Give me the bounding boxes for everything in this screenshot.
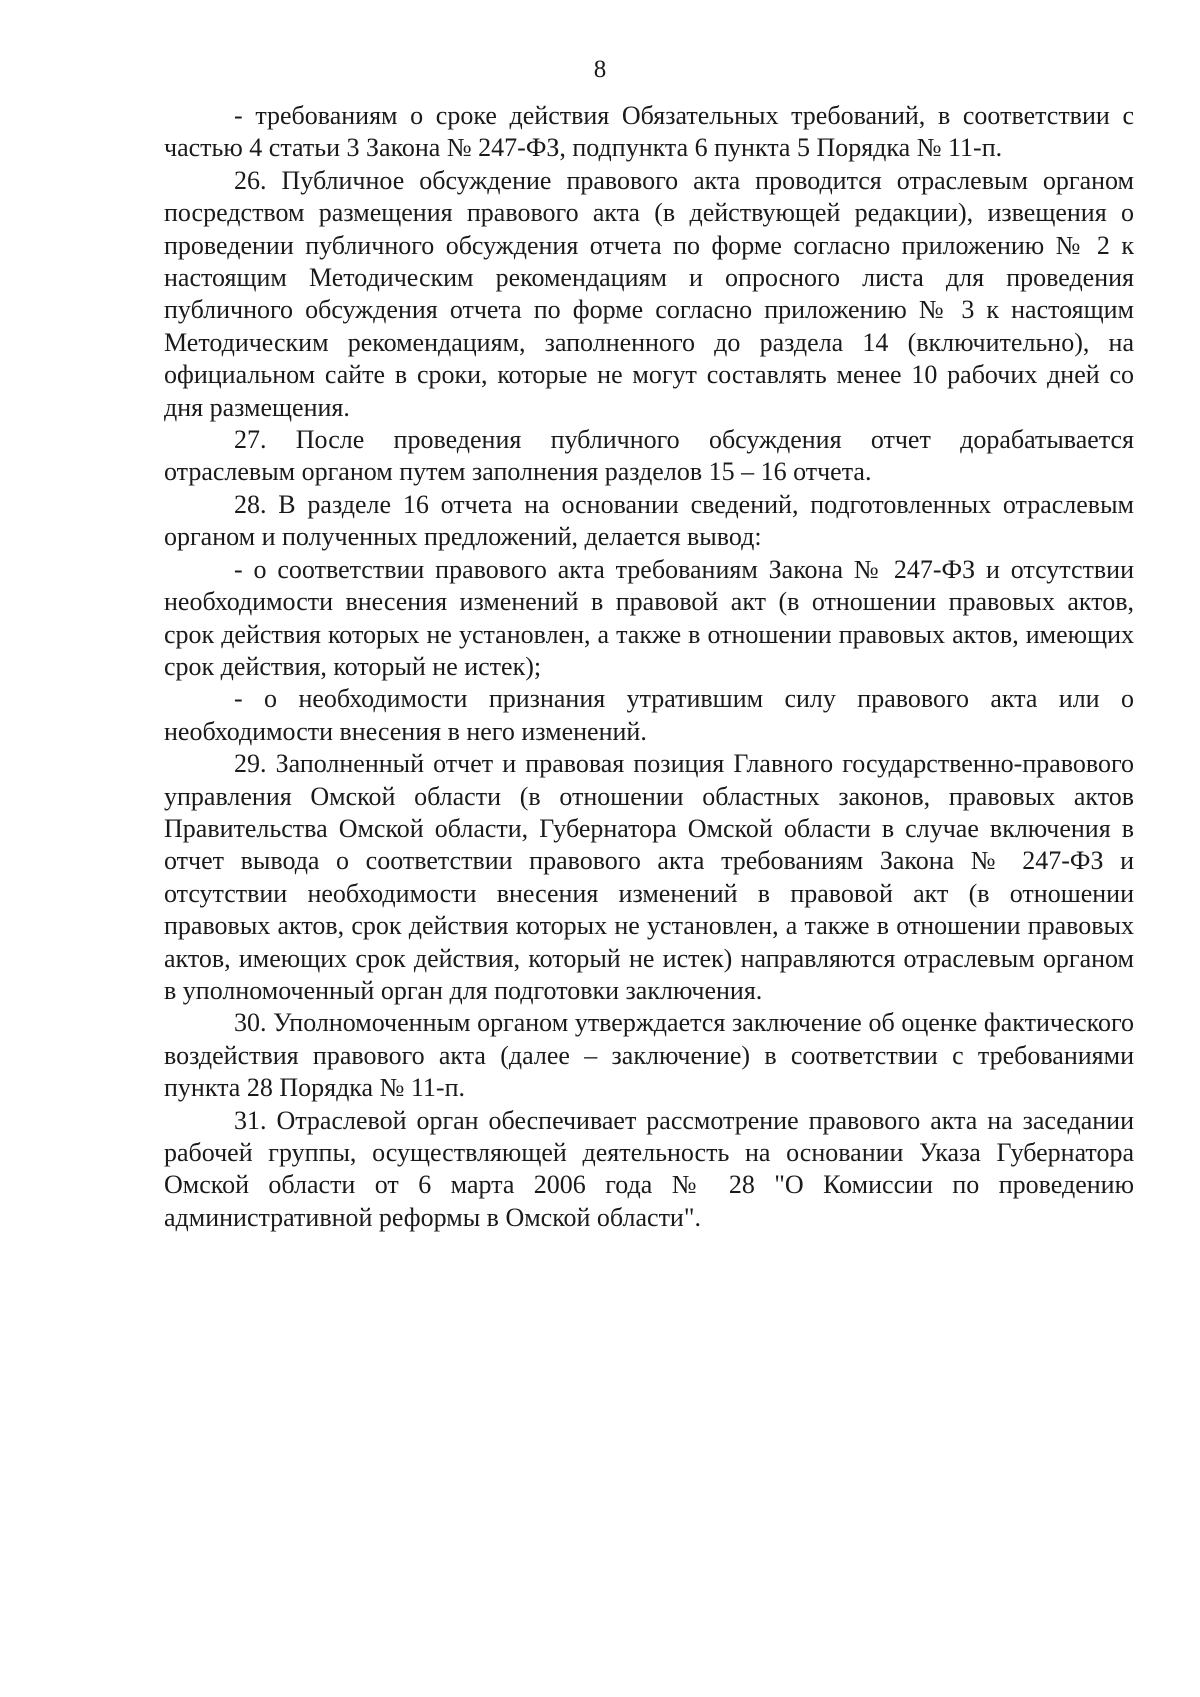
paragraph-31: 31. Отраслевой орган обеспечивает рассмотрение правового акта на заседании рабочей группы, осуществляющей деятельность на основании Указа Губернатора Омской области от 6 марта 2006 года № 28 "О Комиссии по проведению административной реформы в Омской области". <box>164 1105 1134 1232</box>
paragraph-30: 30. Уполномоченным органом утверждается заключение об оценке фактического воздействия правового акта (далее – заключение) в соответствии с требованиями пункта 28 Порядка № 11-п. <box>164 1008 1134 1103</box>
paragraph-28-conclusion-compliance: - о соответствии правового акта требованиям Закона № 247-ФЗ и отсутствии необходимости внесения изменений в правовой акт (в отношении правовых актов, срок действия которых не установлен, а также в отношении правовых актов, имеющих срок действия, который не истек); <box>164 554 1134 681</box>
paragraph-26: 26. Публичное обсуждение правового акта проводится отраслевым органом посредством размещения правового акта (в действующей редакции), извещения о проведении публичного обсуждения отчета по форме согласно приложению № 2 к настоящим Методическим рекомендациям и опросного листа для проведения публичного обсуждения отчета по форме согласно приложению № 3 к настоящим Методическим рекомендациям, заполненного до раздела 14 (включительно), на официальном сайте в сроки, которые не могут составлять менее 10 рабочих дней со дня размещения. <box>164 165 1134 422</box>
paragraph-28-conclusion-repeal: - о необходимости признания утратившим силу правового акта или о необходимости внесения в него изменений. <box>164 684 1134 746</box>
paragraph-requirements-term: - требованиям о сроке действия Обязательных требований, в соответствии с частью 4 статьи 3 Закона № 247-ФЗ, подпункта 6 пункта 5 Порядка № 11-п. <box>164 101 1134 163</box>
paragraph-27: 27. После проведения публичного обсуждения отчет дорабатывается отраслевым органом путем заполнения разделов 15 – 16 отчета. <box>164 425 1134 487</box>
page-number: 8 <box>593 56 607 83</box>
paragraph-29: 29. Заполненный отчет и правовая позиция Главного государственно-правового управления Омской области (в отношении областных законов, правовых актов Правительства Омской области, Губернатора Омской области в случае включения в отчет вывода о соответствии правового акта требованиям Закона № 247-ФЗ и отсутствии необходимости внесения изменений в правовой акт (в отношении правовых актов, срок действия которых не установлен, а также в отношении правовых актов, имеющих срок действия, который не истек) направляются отраслевым органом в уполномоченный орган для подготовки заключения. <box>164 749 1134 1005</box>
paragraph-28: 28. В разделе 16 отчета на основании сведений, подготовленных отраслевым органом и полученных предложений, делается вывод: <box>164 489 1134 552</box>
document-body <box>164 100 1134 1234</box>
